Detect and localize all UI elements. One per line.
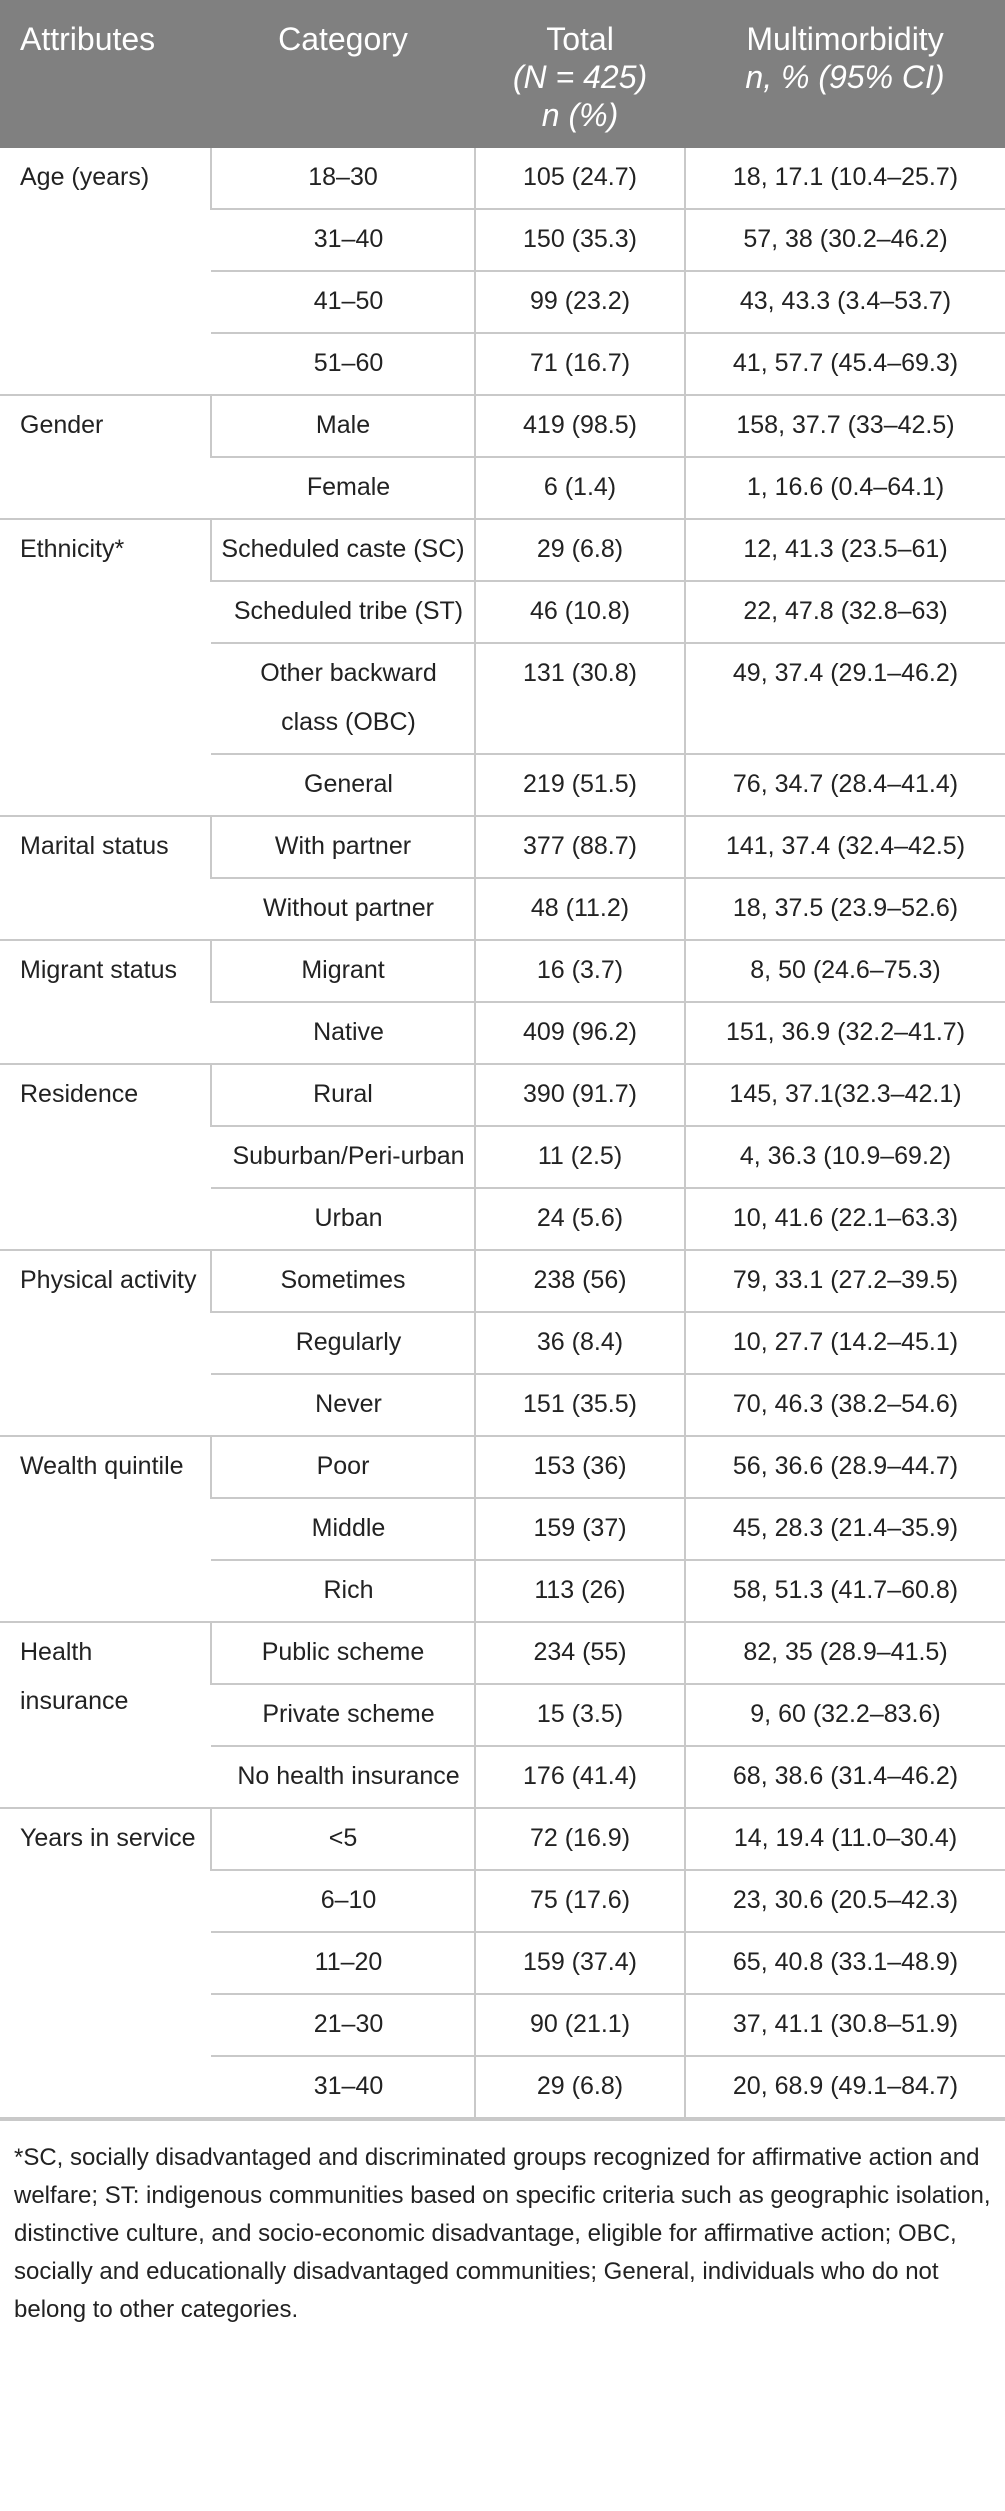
- header-total-n: (N = 425): [512, 59, 648, 95]
- header-total-title: Total: [546, 21, 614, 57]
- total-cell: 71 (16.7): [475, 333, 685, 395]
- table-body: [0, 148, 1005, 2118]
- table-row: [0, 395, 1005, 457]
- multimorbidity-cell: 20, 68.9 (49.1–84.7): [685, 2056, 1005, 2118]
- multimorbidity-cell: 76, 34.7 (28.4–41.4): [685, 754, 1005, 816]
- multimorbidity-cell: 45, 28.3 (21.4–35.9): [685, 1498, 1005, 1560]
- total-cell: 16 (3.7): [475, 940, 685, 1002]
- table-row: [0, 1064, 1005, 1126]
- category-cell: Male: [211, 395, 475, 457]
- multimorbidity-cell: 158, 37.7 (33–42.5): [685, 395, 1005, 457]
- table-row: [0, 816, 1005, 878]
- multimorbidity-cell: 70, 46.3 (38.2–54.6): [685, 1374, 1005, 1436]
- table-header-row: [0, 0, 1005, 148]
- category-cell: Urban: [211, 1188, 475, 1250]
- total-cell: 29 (6.8): [475, 2056, 685, 2118]
- category-cell: Private scheme: [211, 1684, 475, 1746]
- attribute-age: Age (years): [0, 148, 211, 395]
- total-cell: 72 (16.9): [475, 1808, 685, 1870]
- total-cell: 409 (96.2): [475, 1002, 685, 1064]
- attribute-marital-status: Marital status: [0, 816, 211, 940]
- attribute-migrant-status: Migrant status: [0, 940, 211, 1064]
- total-cell: 238 (56): [475, 1250, 685, 1312]
- total-cell: 390 (91.7): [475, 1064, 685, 1126]
- total-cell: 159 (37.4): [475, 1932, 685, 1994]
- total-cell: 46 (10.8): [475, 581, 685, 643]
- multimorbidity-cell: 8, 50 (24.6–75.3): [685, 940, 1005, 1002]
- header-multi-unit: n, % (95% CI): [745, 59, 945, 95]
- multimorbidity-cell: 18, 17.1 (10.4–25.7): [685, 148, 1005, 209]
- category-cell: Public scheme: [211, 1622, 475, 1684]
- category-cell: 11–20: [211, 1932, 475, 1994]
- table-row: [0, 519, 1005, 581]
- category-cell: Middle: [211, 1498, 475, 1560]
- category-cell: Female: [211, 457, 475, 519]
- header-category: Category: [211, 0, 475, 148]
- category-cell: Regularly: [211, 1312, 475, 1374]
- attribute-health-insurance: Health insurance: [0, 1622, 211, 1808]
- category-cell: General: [211, 754, 475, 816]
- multimorbidity-cell: 145, 37.1(32.3–42.1): [685, 1064, 1005, 1126]
- total-cell: 113 (26): [475, 1560, 685, 1622]
- multimorbidity-cell: 1, 16.6 (0.4–64.1): [685, 457, 1005, 519]
- total-cell: 150 (35.3): [475, 209, 685, 271]
- category-cell: 21–30: [211, 1994, 475, 2056]
- total-cell: 75 (17.6): [475, 1870, 685, 1932]
- multimorbidity-cell: 58, 51.3 (41.7–60.8): [685, 1560, 1005, 1622]
- total-cell: 48 (11.2): [475, 878, 685, 940]
- category-cell: 41–50: [211, 271, 475, 333]
- header-total-unit: n (%): [541, 97, 619, 133]
- table-row: [0, 1622, 1005, 1684]
- category-cell: Scheduled caste (SC): [211, 519, 475, 581]
- attribute-residence: Residence: [0, 1064, 211, 1250]
- total-cell: 151 (35.5): [475, 1374, 685, 1436]
- category-cell: Native: [211, 1002, 475, 1064]
- category-cell: Migrant: [211, 940, 475, 1002]
- multimorbidity-cell: 43, 43.3 (3.4–53.7): [685, 271, 1005, 333]
- attribute-physical-activity: Physical activity: [0, 1250, 211, 1436]
- total-cell: 377 (88.7): [475, 816, 685, 878]
- multimorbidity-cell: 41, 57.7 (45.4–69.3): [685, 333, 1005, 395]
- category-cell: 31–40: [211, 2056, 475, 2118]
- header-multimorbidity: [685, 0, 1005, 148]
- total-cell: 176 (41.4): [475, 1746, 685, 1808]
- multimorbidity-cell: 12, 41.3 (23.5–61): [685, 519, 1005, 581]
- category-cell: 18–30: [211, 148, 475, 209]
- total-cell: 219 (51.5): [475, 754, 685, 816]
- table-row: [0, 148, 1005, 209]
- multimorbidity-cell: 4, 36.3 (10.9–69.2): [685, 1126, 1005, 1188]
- total-cell: 419 (98.5): [475, 395, 685, 457]
- total-cell: 36 (8.4): [475, 1312, 685, 1374]
- multimorbidity-cell: 37, 41.1 (30.8–51.9): [685, 1994, 1005, 2056]
- total-cell: 234 (55): [475, 1622, 685, 1684]
- total-cell: 24 (5.6): [475, 1188, 685, 1250]
- header-total: [475, 0, 685, 148]
- category-cell: 31–40: [211, 209, 475, 271]
- multimorbidity-cell: 14, 19.4 (11.0–30.4): [685, 1808, 1005, 1870]
- multimorbidity-cell: 49, 37.4 (29.1–46.2): [685, 643, 1005, 754]
- category-cell: Rural: [211, 1064, 475, 1126]
- multimorbidity-cell: 68, 38.6 (31.4–46.2): [685, 1746, 1005, 1808]
- category-cell: Suburban/Peri-urban: [211, 1126, 475, 1188]
- category-cell: 51–60: [211, 333, 475, 395]
- table-footnote: *SC, socially disadvantaged and discriminated groups recognized for affirmative action and welfare; ST: indigenous communities based on specific criteria such as geographic isolation, distinctive culture, and socio-economic disadvantage, eligible for affirmative action; OBC, socially and educationally disadvantaged communities; General, individuals who do not belong to other categories.: [0, 2119, 1005, 2329]
- attribute-wealth-quintile: Wealth quintile: [0, 1436, 211, 1622]
- multimorbidity-cell: 82, 35 (28.9–41.5): [685, 1622, 1005, 1684]
- table-row: [0, 1436, 1005, 1498]
- category-cell: Rich: [211, 1560, 475, 1622]
- total-cell: 29 (6.8): [475, 519, 685, 581]
- table-row: [0, 1808, 1005, 1870]
- multimorbidity-cell: 10, 27.7 (14.2–45.1): [685, 1312, 1005, 1374]
- category-cell: Poor: [211, 1436, 475, 1498]
- total-cell: 105 (24.7): [475, 148, 685, 209]
- multimorbidity-cell: 79, 33.1 (27.2–39.5): [685, 1250, 1005, 1312]
- category-cell: Without partner: [211, 878, 475, 940]
- category-cell: Sometimes: [211, 1250, 475, 1312]
- total-cell: 131 (30.8): [475, 643, 685, 754]
- multimorbidity-cell: 18, 37.5 (23.9–52.6): [685, 878, 1005, 940]
- multimorbidity-cell: 9, 60 (32.2–83.6): [685, 1684, 1005, 1746]
- multimorbidity-cell: 57, 38 (30.2–46.2): [685, 209, 1005, 271]
- category-cell: Scheduled tribe (ST): [211, 581, 475, 643]
- multimorbidity-cell: 23, 30.6 (20.5–42.3): [685, 1870, 1005, 1932]
- category-cell: 6–10: [211, 1870, 475, 1932]
- total-cell: 153 (36): [475, 1436, 685, 1498]
- multimorbidity-cell: 56, 36.6 (28.9–44.7): [685, 1436, 1005, 1498]
- multimorbidity-cell: 22, 47.8 (32.8–63): [685, 581, 1005, 643]
- table-row: [0, 940, 1005, 1002]
- total-cell: 159 (37): [475, 1498, 685, 1560]
- category-cell: No health insurance: [211, 1746, 475, 1808]
- total-cell: 6 (1.4): [475, 457, 685, 519]
- multimorbidity-cell: 141, 37.4 (32.4–42.5): [685, 816, 1005, 878]
- attribute-years-in-service: Years in service: [0, 1808, 211, 2118]
- total-cell: 99 (23.2): [475, 271, 685, 333]
- category-cell: <5: [211, 1808, 475, 1870]
- category-cell: Never: [211, 1374, 475, 1436]
- category-cell: Other backward class (OBC): [211, 643, 475, 754]
- total-cell: 15 (3.5): [475, 1684, 685, 1746]
- multimorbidity-cell: 151, 36.9 (32.2–41.7): [685, 1002, 1005, 1064]
- multimorbidity-cell: 10, 41.6 (22.1–63.3): [685, 1188, 1005, 1250]
- header-attributes: Attributes: [0, 0, 211, 148]
- attribute-gender: Gender: [0, 395, 211, 519]
- table-row: [0, 1250, 1005, 1312]
- attribute-ethnicity: Ethnicity*: [0, 519, 211, 816]
- total-cell: 11 (2.5): [475, 1126, 685, 1188]
- total-cell: 90 (21.1): [475, 1994, 685, 2056]
- multimorbidity-cell: 65, 40.8 (33.1–48.9): [685, 1932, 1005, 1994]
- category-cell: With partner: [211, 816, 475, 878]
- header-multi-title: Multimorbidity: [746, 21, 944, 57]
